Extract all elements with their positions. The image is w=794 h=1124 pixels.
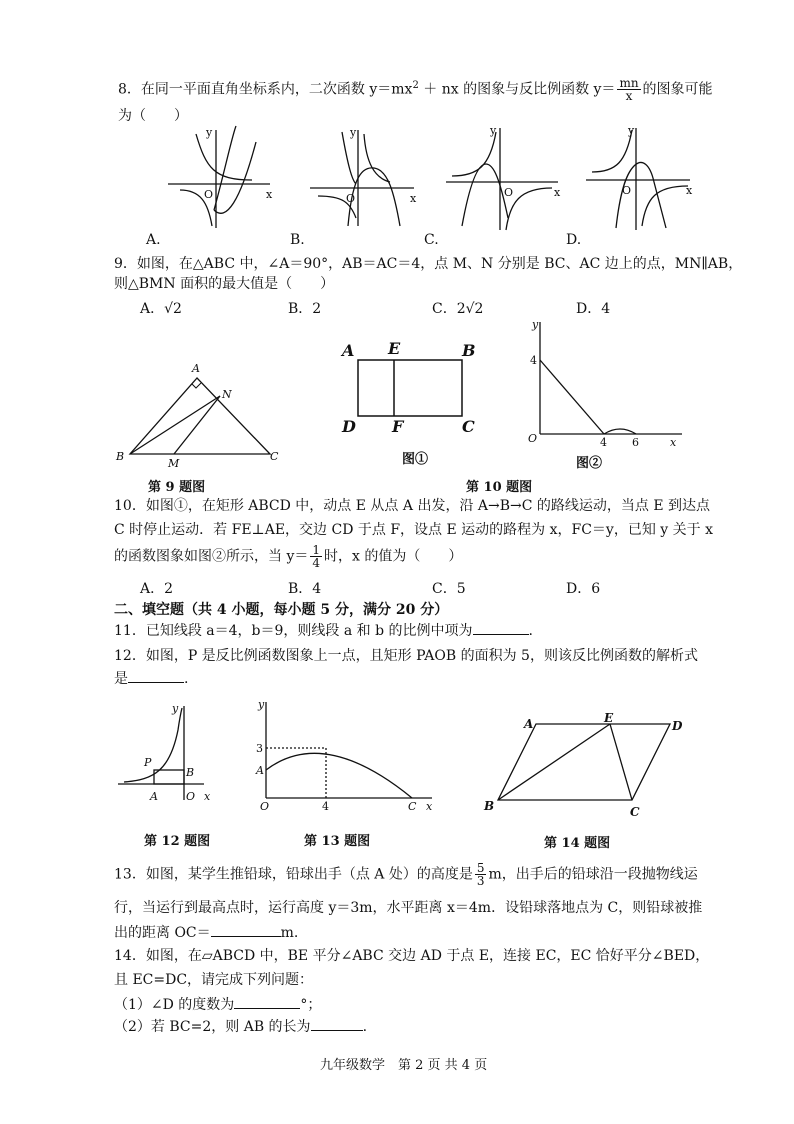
fig14-label-b: B: [484, 799, 495, 813]
fig14-parallelogram: [480, 712, 690, 822]
q14-sub2-end: .: [362, 1019, 368, 1035]
q8-graph-b: [310, 130, 414, 226]
fig10-caption1: 图①: [402, 452, 429, 467]
fig9-label-m: M: [168, 457, 180, 470]
q13-text-a: 13．如图，某学生推铅球，铅球出手（点 A 处）的高度是: [114, 866, 473, 883]
fig10-label-a: A: [342, 341, 355, 360]
q10-frac-num: 1: [312, 543, 320, 557]
fig13-label-o: O: [260, 800, 270, 813]
fig10-graph: [524, 316, 694, 456]
q8-graph-a-labels: [204, 126, 273, 201]
q13-fraction: [475, 862, 487, 887]
fig12-label-y: y: [172, 702, 179, 715]
fig10-label-c: C: [462, 417, 475, 436]
q8-c-origin: O: [504, 186, 514, 199]
fig14-caption: 第 14 题图: [544, 836, 611, 851]
q10-fraction: [310, 544, 322, 569]
q8-option-d: D.: [566, 232, 582, 248]
q8-b-origin: O: [346, 192, 356, 205]
fig10-graph-4y: 4: [530, 354, 537, 367]
q11-line: [114, 620, 533, 641]
fig9-label-a: A: [192, 362, 200, 375]
fig13-graph: [252, 694, 442, 814]
q10-option-d: D．6: [566, 581, 601, 597]
fig12-label-p: P: [144, 756, 152, 769]
q8-graphs: [0, 122, 794, 242]
page-footer: 九年级数学 第 2 页 共 4 页: [320, 1058, 488, 1073]
q8-text-b: ＋ nx 的图象与反比例函数 y＝: [418, 81, 616, 98]
fig13-caption: 第 13 题图: [304, 834, 371, 849]
q14-sub2-blank[interactable]: [311, 1016, 363, 1031]
q9-line2: 则△BMN 面积的最大值是（ ）: [114, 276, 335, 292]
q11-text-a: 11．已知线段 a＝4，b＝9，则线段 a 和 b 的比例中项为: [114, 623, 473, 639]
fig12-label-x: x: [204, 790, 211, 803]
q8-d-axis-x: x: [686, 184, 693, 197]
fig13-label-4: 4: [322, 800, 329, 813]
fig14-label-d: D: [672, 719, 683, 733]
q8-fraction: [617, 77, 640, 102]
fig10-graph-y: y: [532, 318, 539, 331]
q11-text-b: .: [528, 623, 533, 639]
q13-text-b: m，出手后的铅球沿一段抛物线运: [488, 866, 698, 883]
q10-line2: C 时停止运动．若 FE⊥AE，交边 CD 于点 F，设点 E 运动的路程为 x，FC＝y，已知 y 关于 x: [114, 522, 713, 538]
fig10-graph-6: 6: [632, 436, 639, 449]
q13-frac-den: 3: [476, 874, 485, 888]
q8-text-a: 8．在同一平面直角坐标系内，二次函数 y＝mx: [118, 81, 413, 98]
q14-sub1-blank[interactable]: [234, 994, 300, 1009]
q13-text-d: m.: [280, 925, 299, 941]
fig13-label-y: y: [258, 698, 265, 711]
q10-text-a: 的函数图象如图②所示，当 y＝: [114, 548, 309, 565]
q8-exponent: 2: [412, 80, 419, 91]
q12-text-a: 是: [114, 671, 128, 687]
fig13-label-a: A: [256, 764, 264, 777]
fig12-graph: [114, 700, 224, 810]
q8-frac-num: mn: [619, 76, 639, 91]
q10-frac-den: 4: [312, 556, 320, 570]
q8-d-axis-y: y: [628, 124, 635, 137]
q8-line2: 为（ ）: [118, 108, 188, 124]
q14-sub2: [114, 1016, 367, 1037]
q8-option-b: B.: [290, 232, 305, 248]
fig10-graph-o: O: [528, 432, 538, 445]
q11-blank[interactable]: [473, 620, 529, 635]
q10-line1: 10．如图①，在矩形 ABCD 中，动点 E 从点 A 出发，沿 A→B→C 的路线运动，当点 E 到达点: [114, 498, 711, 514]
fig10-label-b: B: [462, 341, 476, 360]
q8-graph-b-labels: [346, 126, 417, 205]
q13-blank[interactable]: [211, 922, 281, 937]
q8-c-axis-x: x: [554, 186, 561, 199]
fig10-graph-x: x: [670, 436, 677, 449]
fig9-label-c: C: [270, 450, 279, 463]
q13-text-c: 出的距离 OC＝: [114, 925, 211, 941]
fig10-rectangle: [338, 336, 498, 446]
fig12-label-b: B: [186, 766, 195, 779]
q8-b-axis-x: x: [410, 192, 417, 205]
q12-blank[interactable]: [128, 668, 184, 683]
q8-graph-a: [168, 126, 270, 228]
fig13-label-x: x: [426, 800, 433, 813]
section2-title: 二、填空题（共 4 小题，每小题 5 分，满分 20 分）: [114, 602, 449, 618]
q8-a-axis-x: x: [266, 188, 273, 201]
q10-text-b: 时，x 的值为（ ）: [324, 548, 463, 565]
fig14-label-a: A: [524, 717, 534, 731]
q8-text-c: 的图象可能: [642, 81, 713, 98]
fig13-label-3: 3: [256, 742, 263, 755]
fig12-label-a: A: [150, 790, 158, 803]
q14-line2: 且 EC=DC，请完成下列问题：: [114, 972, 314, 988]
q12-line2: [114, 668, 188, 689]
q8-option-a: A.: [146, 232, 161, 248]
q13-line2: 行，当运行到最高点时，运行高度 y＝3m，水平距离 x＝4m．设铅球落地点为 C，则铅球被推: [114, 900, 703, 916]
fig10-label-e: E: [388, 339, 401, 358]
fig10-label-d: D: [342, 417, 356, 436]
fig9-triangle: [112, 360, 292, 470]
fig9-label-n: N: [222, 388, 232, 401]
fig9-caption: 第 9 题图: [148, 480, 206, 495]
q9-option-a: A．√2: [140, 301, 182, 317]
q9-line1: 9．如图，在△ABC 中，∠A＝90°，AB＝AC＝4，点 M、N 分别是 BC、AC 边上的点，MN∥AB，: [114, 256, 743, 272]
q10-option-b: B．4: [288, 581, 322, 597]
q12-line1: 12．如图，P 是反比例函数图象上一点，且矩形 PAOB 的面积为 5，则该反比例函数的解析式: [114, 648, 698, 664]
q9-option-b: B．2: [288, 301, 322, 317]
q8-b-axis-y: y: [350, 126, 357, 139]
fig14-label-c: C: [630, 805, 640, 819]
q14-sub1: [114, 994, 321, 1015]
q8-line1: [118, 76, 713, 102]
q8-graph-d: [586, 128, 690, 230]
fig10-caption2: 图②: [576, 456, 603, 471]
q14-line1: 14．如图，在▱ABCD 中，BE 平分∠ABC 交边 AD 于点 E，连接 EC，EC 恰好平分∠BED，: [114, 948, 710, 964]
fig12-label-o: O: [186, 790, 196, 803]
q13-frac-num: 5: [476, 861, 485, 875]
q10-line3: [114, 544, 462, 569]
fig13-label-c: C: [408, 800, 417, 813]
fig10-label-f: F: [392, 417, 404, 436]
q9-option-d: D．4: [576, 301, 611, 317]
q10-option-a: A．2: [140, 581, 174, 597]
fig10-graph-4x: 4: [600, 436, 607, 449]
q13-line3: [114, 922, 298, 943]
q8-a-origin: O: [204, 188, 214, 201]
q8-frac-den: x: [625, 89, 633, 104]
q12-text-b: .: [184, 671, 189, 687]
q8-c-axis-y: y: [490, 124, 497, 137]
fig10-title: 第 10 题图: [466, 480, 533, 495]
q8-d-origin: O: [622, 184, 632, 197]
fig12-caption: 第 12 题图: [144, 834, 211, 849]
q9-option-c: C．2√2: [432, 301, 484, 317]
q8-a-axis-y: y: [206, 126, 213, 139]
q10-option-c: C．5: [432, 581, 466, 597]
q14-sub2-text: （2）若 BC=2，则 AB 的长为: [114, 1019, 311, 1035]
q13-line1: [114, 862, 698, 887]
q14-sub1-unit: °；: [300, 997, 322, 1013]
fig9-label-b: B: [116, 450, 125, 463]
q8-graph-c: [446, 128, 558, 230]
q14-sub1-text: （1）∠D 的度数为: [114, 997, 235, 1013]
q8-option-c: C.: [424, 232, 439, 248]
fig14-label-e: E: [604, 712, 614, 725]
